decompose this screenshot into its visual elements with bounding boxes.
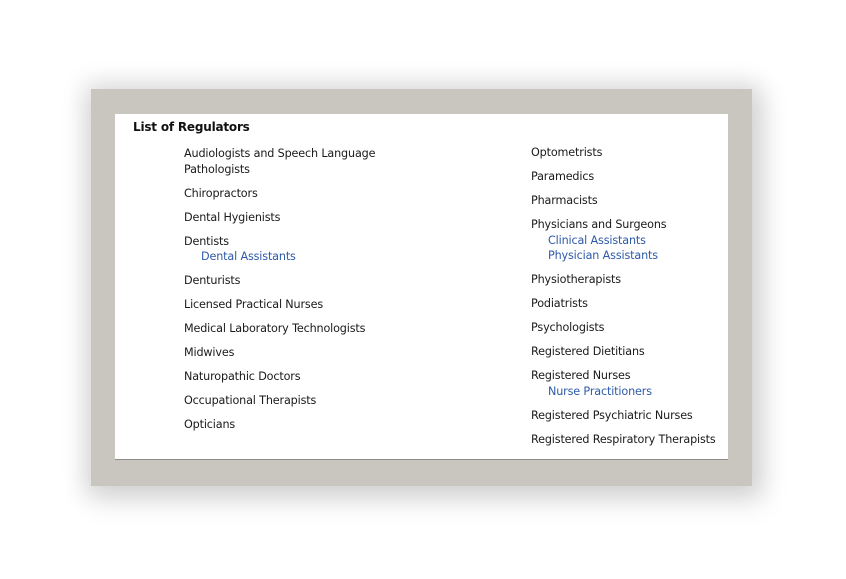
regulator-name[interactable]: Physicians and Surgeons	[531, 217, 667, 231]
regulator-item	[184, 321, 414, 337]
regulator-name[interactable]: Licensed Practical Nurses	[184, 298, 324, 312]
regulator-item	[531, 320, 731, 336]
regulator-name[interactable]: Dentists	[184, 234, 229, 248]
regulator-name[interactable]: Medical Laboratory Technologists	[184, 322, 366, 336]
regulator-item	[184, 234, 414, 265]
regulator-item	[531, 296, 731, 312]
sub-regulator-link[interactable]: Clinical Assistants	[548, 233, 646, 247]
regulator-item	[184, 186, 414, 202]
regulator-name[interactable]: Midwives	[184, 346, 235, 360]
regulator-item	[531, 368, 731, 399]
regulator-item	[184, 146, 414, 177]
regulator-name[interactable]: Dental Hygienists	[184, 210, 281, 224]
regulator-item	[531, 169, 731, 185]
regulator-name[interactable]: Paramedics	[531, 169, 595, 183]
sub-regulator-link[interactable]: Nurse Practitioners	[548, 384, 652, 398]
regulator-name[interactable]: Psychologists	[531, 321, 605, 335]
regulator-item	[531, 193, 731, 209]
regulator-name[interactable]: Registered Dietitians	[531, 345, 645, 359]
regulator-item	[184, 417, 414, 433]
regulator-item	[184, 273, 414, 289]
regulator-name[interactable]: Registered Psychiatric Nurses	[531, 408, 693, 422]
regulator-item	[184, 210, 414, 226]
regulator-item	[531, 217, 731, 264]
regulator-item	[184, 393, 414, 409]
sub-regulator-link[interactable]: Dental Assistants	[201, 250, 296, 264]
regulators-right-column	[531, 145, 731, 456]
regulator-name[interactable]: Registered Respiratory Therapists	[531, 432, 716, 446]
regulator-name[interactable]: Physiotherapists	[531, 273, 621, 287]
regulator-item	[531, 432, 731, 448]
sub-regulator-link[interactable]: Physician Assistants	[548, 249, 658, 263]
regulator-item	[531, 344, 731, 360]
regulator-name[interactable]: Pharmacists	[531, 193, 598, 207]
list-title: List of Regulators	[133, 120, 250, 134]
regulator-item	[531, 145, 731, 161]
regulator-name[interactable]: Chiropractors	[184, 186, 258, 200]
regulator-name[interactable]: Naturopathic Doctors	[184, 370, 301, 384]
regulator-item	[184, 369, 414, 385]
regulator-item	[184, 345, 414, 361]
regulator-item	[531, 408, 731, 424]
regulator-name[interactable]: Podiatrists	[531, 297, 588, 311]
regulator-name[interactable]: Opticians	[184, 418, 236, 432]
regulator-name[interactable]: Optometrists	[531, 146, 603, 159]
regulator-name[interactable]: Audiologists and Speech Language Pathologists	[184, 147, 376, 176]
regulator-name[interactable]: Occupational Therapists	[184, 394, 317, 408]
regulator-name[interactable]: Registered Nurses	[531, 369, 631, 383]
regulator-name[interactable]: Denturists	[184, 274, 241, 288]
regulator-item	[184, 297, 414, 313]
regulator-item	[531, 272, 731, 288]
regulators-left-column	[184, 146, 414, 441]
